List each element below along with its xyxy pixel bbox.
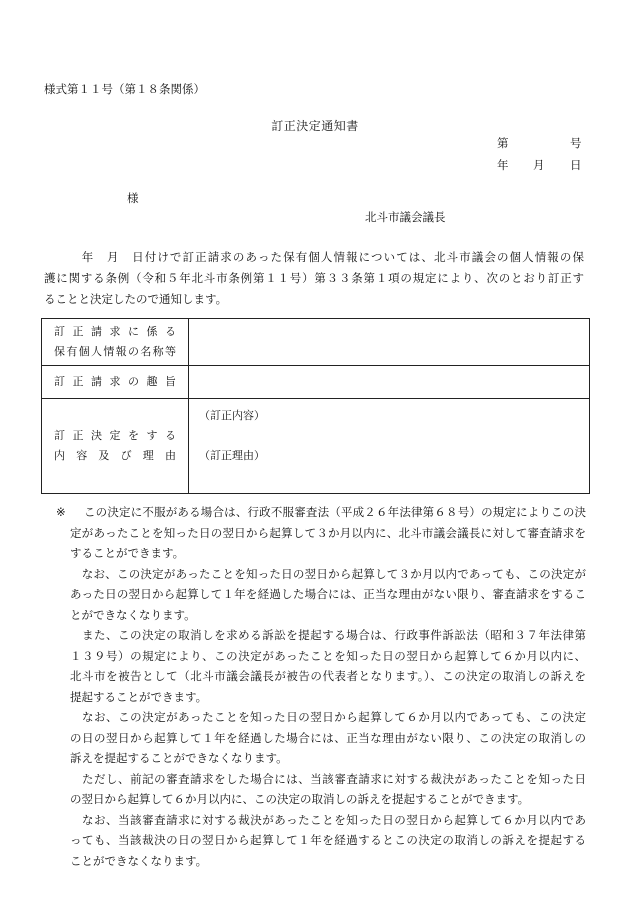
date-day-label: 日 (570, 158, 582, 172)
note-mark: ※ (56, 505, 66, 519)
table-label-line: 訂正請求に係る (54, 325, 176, 338)
note-line: １３９号）の規定により、この決定があったことを知った日の翌日から起算して６か月以内に、 (70, 648, 586, 663)
note-line: なお、この決定があったことを知った日の翌日から起算して３か月以内であっても、この決定が (70, 566, 586, 581)
note-line: なお、当該審査請求に対する裁決があったことを知った日の翌日から起算して６か月以内であ (70, 812, 586, 827)
table-label-line: 訂正決定をする (54, 429, 176, 442)
table-label-line: 保有個人情報の名称等 (54, 345, 176, 358)
document-number-suffix: 号 (570, 136, 582, 150)
table-row (42, 366, 590, 399)
body-line: 護に関する条例（令和５年北斗市条例第１１号）第３３条第１項の規定により、次のとおり訂正す (44, 271, 584, 285)
table-label-line: 訂正請求の趣旨 (54, 375, 176, 388)
document-number-prefix: 第 (497, 136, 509, 150)
note-line: 北斗市を被告として（北斗市議会議長が被告の代表者となります。）、この決定の取消しの訴えを (70, 669, 586, 683)
note-line: 定があったことを知った日の翌日から起算して３か月以内に、北斗市議会議長に対して審査請求を (70, 525, 586, 540)
table-value-cell (189, 319, 590, 366)
note-line: っても、当該裁決の日の翌日から起算して１年を経過するとこの決定の取消しの訴えを提起する (70, 833, 586, 847)
correction-info-table (41, 318, 590, 494)
table-row (42, 399, 590, 494)
document-title: 訂正決定通知書 (271, 119, 359, 133)
table-label-cell (42, 319, 189, 366)
note-line: ことができなくなります。 (70, 853, 208, 868)
table-row (42, 319, 590, 366)
form-number: 様式第１１号（第１８条関係） (44, 82, 205, 96)
note-line: あった日の翌日から起算して１年を経過した場合には、正当な理由がない限り、審査請求をするこ (70, 587, 586, 601)
correction-reason-label: （訂正理由） (199, 449, 265, 462)
date-year-label: 年 (497, 158, 509, 172)
note-line: ただし、前記の審査請求をした場合には、当該審査請求に対する裁決があったことを知った日 (70, 771, 586, 786)
sender-name: 北斗市議会議長 (365, 210, 446, 224)
note-line: とができなくなります。 (70, 607, 196, 622)
addressee-honorific: 様 (127, 191, 139, 205)
notes-section (58, 502, 586, 871)
table-label-cell (42, 366, 189, 399)
table-label-line: 内容及び理由 (54, 449, 176, 462)
note-line: この決定に不服がある場合は、行政不服審査法（平成２６年法律第６８号）の規定によりこの決 (84, 505, 586, 519)
correction-content-label: （訂正内容） (199, 409, 265, 422)
note-line: することができます。 (70, 546, 185, 560)
note-line: の翌日から起算して６か月以内に、この決定の取消しの訴えを提起することができます。 (70, 792, 530, 806)
note-line: なお、この決定があったことを知った日の翌日から起算して６か月以内であっても、この決定 (70, 710, 586, 724)
note-line: の日の翌日から起算して１年を経過した場合には、正当な理由がない限り、この決定の取消しの (70, 730, 586, 745)
table-value-cell (189, 366, 590, 399)
date-month-label: 月 (533, 158, 545, 172)
table-value-cell (189, 399, 590, 494)
body-line: 年 月 日付けで訂正請求のあった保有個人情報については、北斗市議会の個人情報の保 (44, 250, 584, 264)
body-paragraph (44, 247, 584, 310)
body-line: ることと決定したので通知します。 (44, 292, 228, 306)
note-line: 提起することができます。 (70, 689, 208, 704)
table-label-cell (42, 399, 189, 494)
note-line: また、この決定の取消しを求める訴訟を提起する場合は、行政事件訴訟法（昭和３７年法律第 (70, 628, 586, 642)
note-line: 訴えを提起することができなくなります。 (70, 751, 288, 765)
